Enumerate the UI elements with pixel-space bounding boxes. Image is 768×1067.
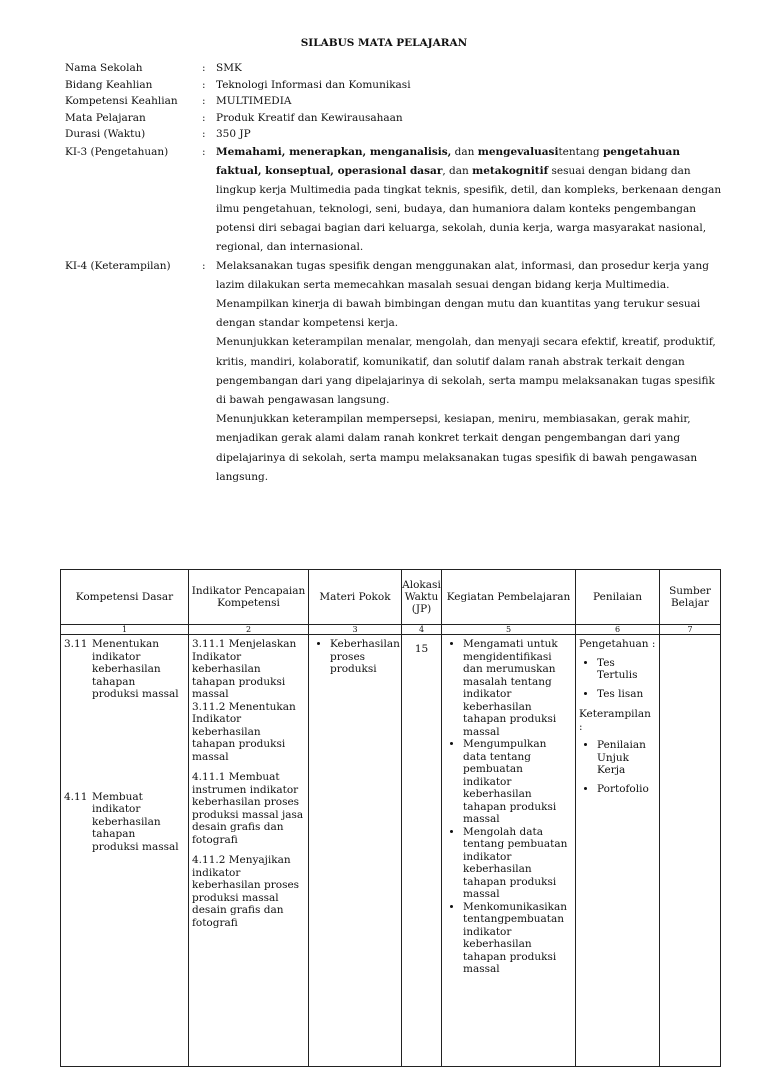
ki4-paragraph: Menunjukkan keterampilan mempersepsi, kesiapan, meniru, membiasakan, gerak mahir, menjadikan gerak alami dalam ranah konkret terkait dengan pengembangan dari yang dipelajarinya di sekolah, serta mampu melaksanakan tugas spesifik di bawah pengawasan langsung. — [216, 413, 698, 483]
list-item: • Mengamati untuk mengidentifikasi dan merumuskan masalah tentang indikator keberhasilan tahapan produksi massal — [463, 638, 572, 738]
info-row: Kompetensi Keahlian : MULTIMEDIA — [65, 93, 725, 110]
column-number: 6 — [576, 625, 660, 635]
column-number: 5 — [442, 625, 576, 635]
penilaian-cell — [576, 635, 660, 1067]
info-row: Nama Sekolah : SMK — [65, 60, 725, 77]
column-number: 1 — [61, 625, 189, 635]
indikator-item: 4.11.1 Membuat instrumen indikator keberhasilan proses produksi massal jasa desain grafis dan fotografi — [192, 771, 304, 846]
info-value: SMK — [216, 62, 242, 74]
column-number: 7 — [660, 625, 721, 635]
indikator-item: 4.11.2 Menyajikan indikator keberhasilan proses produksi massal desain grafis dan fotografi — [192, 854, 300, 929]
ki4-paragraph: Melaksanakan tugas spesifik dengan menggunakan alat, informasi, dan prosedur kerja yang lazim dilakukan serta memecahkan masalah sesuai dengan bidang kerja Multimedia. Menampilkan kinerja di bawah bimbingan dengan mutu dan kuantitas yang terukur sesuai dengan standar kompetensi kerja. — [216, 259, 709, 330]
info-row: Durasi (Waktu) : 350 JP — [65, 126, 725, 143]
penilaian-heading: Keterampilan : — [579, 708, 651, 733]
kompetensi-dasar-cell — [61, 635, 189, 1067]
column-number: 2 — [189, 625, 309, 635]
column-header: Indikator Pencapaian Kompetensi — [189, 570, 309, 625]
info-row: Bidang Keahlian : Teknologi Informasi dan Komunikasi — [65, 77, 725, 94]
list-item: • Tes lisan — [597, 688, 656, 701]
info-label: Nama Sekolah — [65, 62, 143, 74]
ki3-label: KI-3 (Pengetahuan) — [65, 145, 169, 158]
syllabus-table — [60, 569, 721, 1067]
ki4-text — [216, 257, 725, 487]
info-label: Durasi (Waktu) — [65, 128, 146, 140]
ki4-paragraph: Menunjukkan keterampilan menalar, mengolah, dan menyaji secara efektif, kreatif, produktif, kritis, mandiri, kolaboratif, komunikatif, dan solutif dalam ranah abstrak terkait dengan pengembangan dari yang dipelajarinya di sekolah, serta mampu melaksanakan tugas spesifik di bawah pengawasan langsung. — [216, 336, 716, 406]
table-header-row — [61, 570, 721, 625]
list-item: • Portofolio — [597, 783, 656, 796]
column-header: Materi Pokok — [309, 570, 402, 625]
column-header: Alokasi Waktu (JP) — [402, 570, 442, 625]
column-number-row — [61, 625, 721, 635]
list-item: • Mengolah data tentang pembuatan indikator keberhasilan tahapan produksi massal — [463, 826, 572, 901]
list-item: • Menkomunikasikan tentangpembuatan indikator keberhasilan tahapan produksi massal — [463, 901, 572, 976]
materi-pokok-cell — [309, 635, 402, 1067]
list-item: • Tes Tertulis — [597, 657, 656, 682]
info-value: MULTIMEDIA — [216, 95, 292, 107]
list-item: • Keberhasilan proses produksi — [330, 638, 398, 676]
column-number: 4 — [402, 625, 442, 635]
table-row — [61, 635, 721, 1067]
column-header: Sumber Belajar — [660, 570, 721, 625]
identity-section — [65, 60, 725, 487]
ki3-row: KI-3 (Pengetahuan) : Memahami, menerapkan, menganalisis, dan mengevaluasitentang pengetahuan faktual, konseptual, operasional dasar, dan metakognitif sesuai dengan bidang dan lingkup kerja Multimedia pada tingkat teknis, spesifik, detil, dan kompleks, berkenaan dengan ilmu pengetahuan, teknologi, seni, budaya, dan humaniora dalam konteks pengembangan potensi diri sebagai bagian dari keluarga, sekolah, dunia kerja, warga masyarakat nasional, regional, dan internasional. — [65, 143, 725, 257]
info-value: 350 JP — [216, 128, 251, 140]
column-header: Kegiatan Pembelajaran — [442, 570, 576, 625]
alokasi-cell: 15 — [402, 635, 442, 1067]
penilaian-heading: Pengetahuan : — [579, 638, 656, 650]
kegiatan-cell — [442, 635, 576, 1067]
column-number: 3 — [309, 625, 402, 635]
ki4-row: KI-4 (Keterampilan) : Melaksanakan tugas spesifik dengan menggunakan alat, informasi, dan prosedur kerja yang lazim dilakukan serta memecahkan masalah sesuai dengan bidang kerja Multimedia. Menampilkan kinerja di bawah bimbingan dengan mutu dan kuantitas yang terukur sesuai dengan standar kompetensi kerja. Menunjukkan keterampilan menalar, mengolah, dan menyaji secara efektif, kreatif, produktif, kritis, mandiri, kolaboratif, komunikatif, dan solutif dalam ranah abstrak terkait dengan pengembangan dari yang dipelajarinya di sekolah, serta mampu melaksanakan tugas spesifik di bawah pengawasan langsung. Menunjukkan keterampilan mempersepsi, kesiapan, meniru, membiasakan, gerak mahir, menjadikan gerak alami dalam ranah konkret terkait dengan pengembangan dari yang dipelajarinya di sekolah, serta mampu melaksanakan tugas spesifik di bawah pengawasan langsung. — [65, 257, 725, 487]
info-value: Teknologi Informasi dan Komunikasi — [216, 78, 411, 91]
column-header: Penilaian — [576, 570, 660, 625]
info-row: Mata Pelajaran : Produk Kreatif dan Kewirausahaan — [65, 110, 725, 127]
sumber-belajar-cell — [660, 635, 721, 1067]
info-label: Bidang Keahlian — [65, 78, 153, 91]
ki3-text: Memahami, menerapkan, menganalisis, dan mengevaluasitentang pengetahuan faktual, konseptual, operasional dasar, dan metakognitif sesuai dengan bidang dan lingkup kerja Multimedia pada tingkat teknis, spesifik, detil, dan kompleks, berkenaan dengan ilmu pengetahuan, teknologi, seni, budaya, dan humaniora dalam konteks pengembangan potensi diri sebagai bagian dari keluarga, sekolah, dunia kerja, warga masyarakat nasional, regional, dan internasional. — [216, 145, 722, 253]
kd-item: 4.11 Membuat indikator keberhasilan tahapan produksi massal — [64, 790, 179, 853]
indikator-item: 3.11.2 Menentukan Indikator keberhasilan tahapan produksi massal — [192, 700, 296, 763]
column-header: Kompetensi Dasar — [61, 570, 189, 625]
info-label: Mata Pelajaran — [65, 111, 146, 124]
ki4-label: KI-4 (Keterampilan) — [65, 259, 171, 272]
document-title: SILABUS MATA PELAJARAN — [300, 37, 468, 49]
kd-item: 3.11 Menentukan indikator keberhasilan tahapan produksi massal — [64, 638, 179, 700]
indikator-item: 3.11.1 Menjelaskan Indikator keberhasilan tahapan produksi massal — [192, 638, 297, 700]
list-item: • Mengumpulkan data tentang pembuatan indikator keberhasilan tahapan produksi massal — [463, 738, 572, 826]
list-item: • Penilaian Unjuk Kerja — [597, 739, 656, 777]
info-label: Kompetensi Keahlian — [65, 95, 178, 107]
indikator-cell — [189, 635, 309, 1067]
info-value: Produk Kreatif dan Kewirausahaan — [216, 111, 403, 124]
